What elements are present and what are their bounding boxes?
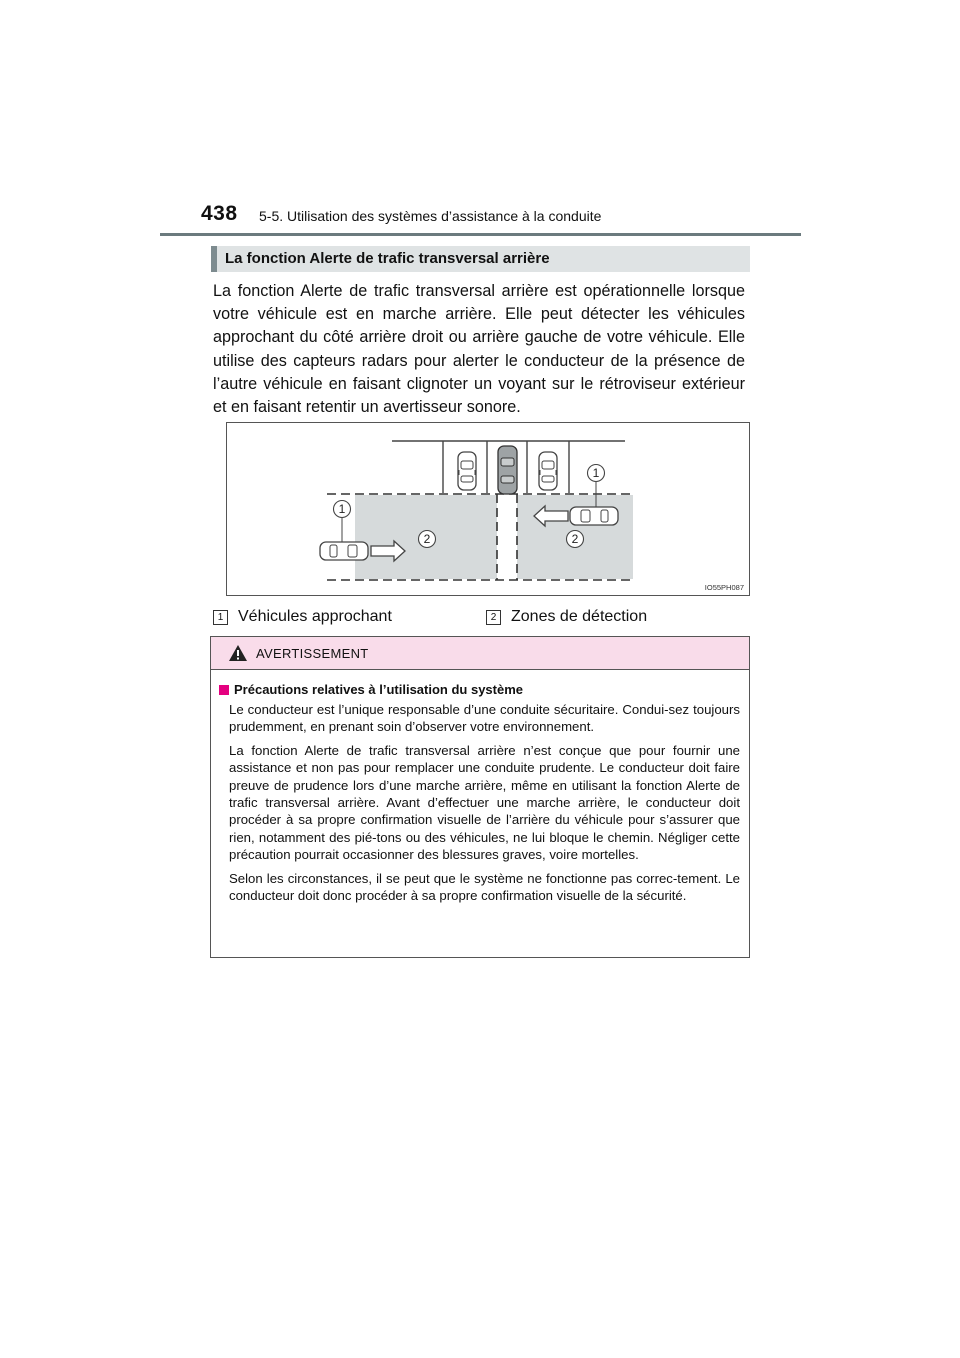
figure-code: IO55PH087 (704, 583, 744, 592)
chapter-title: 5-5. Utilisation des systèmes d’assistance à la conduite (259, 208, 602, 224)
warning-triangle-icon (228, 644, 248, 662)
section-heading: La fonction Alerte de trafic transversal arrière (211, 246, 750, 272)
parked-car (539, 452, 557, 490)
legend-item-zones (486, 608, 647, 626)
warning-paragraph: Selon les circonstances, il se peut que le système ne fonctionne pas correc-tement. Le conducteur doit donc procéder à sa propre confirmation visuelle de la sécurité. (229, 870, 740, 904)
warning-subheading (219, 682, 740, 697)
page-number: 438 (201, 202, 238, 225)
callout-label: 2 (423, 532, 431, 546)
warning-body (211, 670, 749, 904)
legend-item-approaching (213, 608, 392, 626)
callout-label: 2 (571, 532, 579, 546)
legend-number: 2 (486, 610, 501, 625)
own-vehicle (498, 446, 517, 494)
header-rule (160, 233, 801, 236)
approaching-vehicle-right (570, 507, 618, 525)
parked-car (458, 452, 476, 490)
square-bullet-icon (219, 685, 229, 695)
warning-paragraph: La fonction Alerte de trafic transversal arrière n’est conçue que pour fournir une assistance et non pas pour remplacer une conduite prudente. Le conducteur doit faire preuve de prudence lors d’une marche arrière, même en utilisant la fonction Alerte de trafic transversal arrière. Avant d’effectuer une marche arrière, le conducteur doit procéder à sa propre confirmation visuelle de l’arrière du véhicule pour s’assurer que rien, notamment des pié-tons ou des véhicules, ne lui bloque le chemin. Négliger cette précaution pourrait occasionner des blessures graves, voire mortelles. (229, 742, 740, 863)
callout-label: 1 (592, 466, 600, 480)
legend-number: 1 (213, 610, 228, 625)
warning-box (210, 636, 750, 958)
intro-paragraph: La fonction Alerte de trafic transversal arrière est opérationnelle lorsque votre véhicule est en marche arrière. Elle peut détecter les véhicules approchant du côté arrière droit ou arrière gauche de votre véhicule. Elle utilise des capteurs radars pour alerter le conducteur de la présence de l’autre véhicule en faisant clignoter un voyant sur le rétroviseur extérieur et en faisant retentir un avertisseur sonore. (213, 282, 745, 417)
warning-paragraph: Le conducteur est l’unique responsable d’une conduite sécuritaire. Condui-sez toujours prudemment, en prenant soin d’observer votre environnement. (229, 702, 740, 735)
legend-label: Zones de détection (511, 608, 648, 625)
legend-label: Véhicules approchant (238, 608, 392, 625)
warning-title: AVERTISSEMENT (256, 645, 369, 661)
callout-label: 1 (338, 502, 346, 516)
approaching-vehicle-left (320, 542, 368, 560)
rcta-illustration (226, 422, 750, 596)
warning-header (211, 637, 749, 670)
parking-diagram (227, 423, 749, 595)
warning-subheading-text: Précautions relatives à l’utilisation du système (234, 682, 523, 697)
